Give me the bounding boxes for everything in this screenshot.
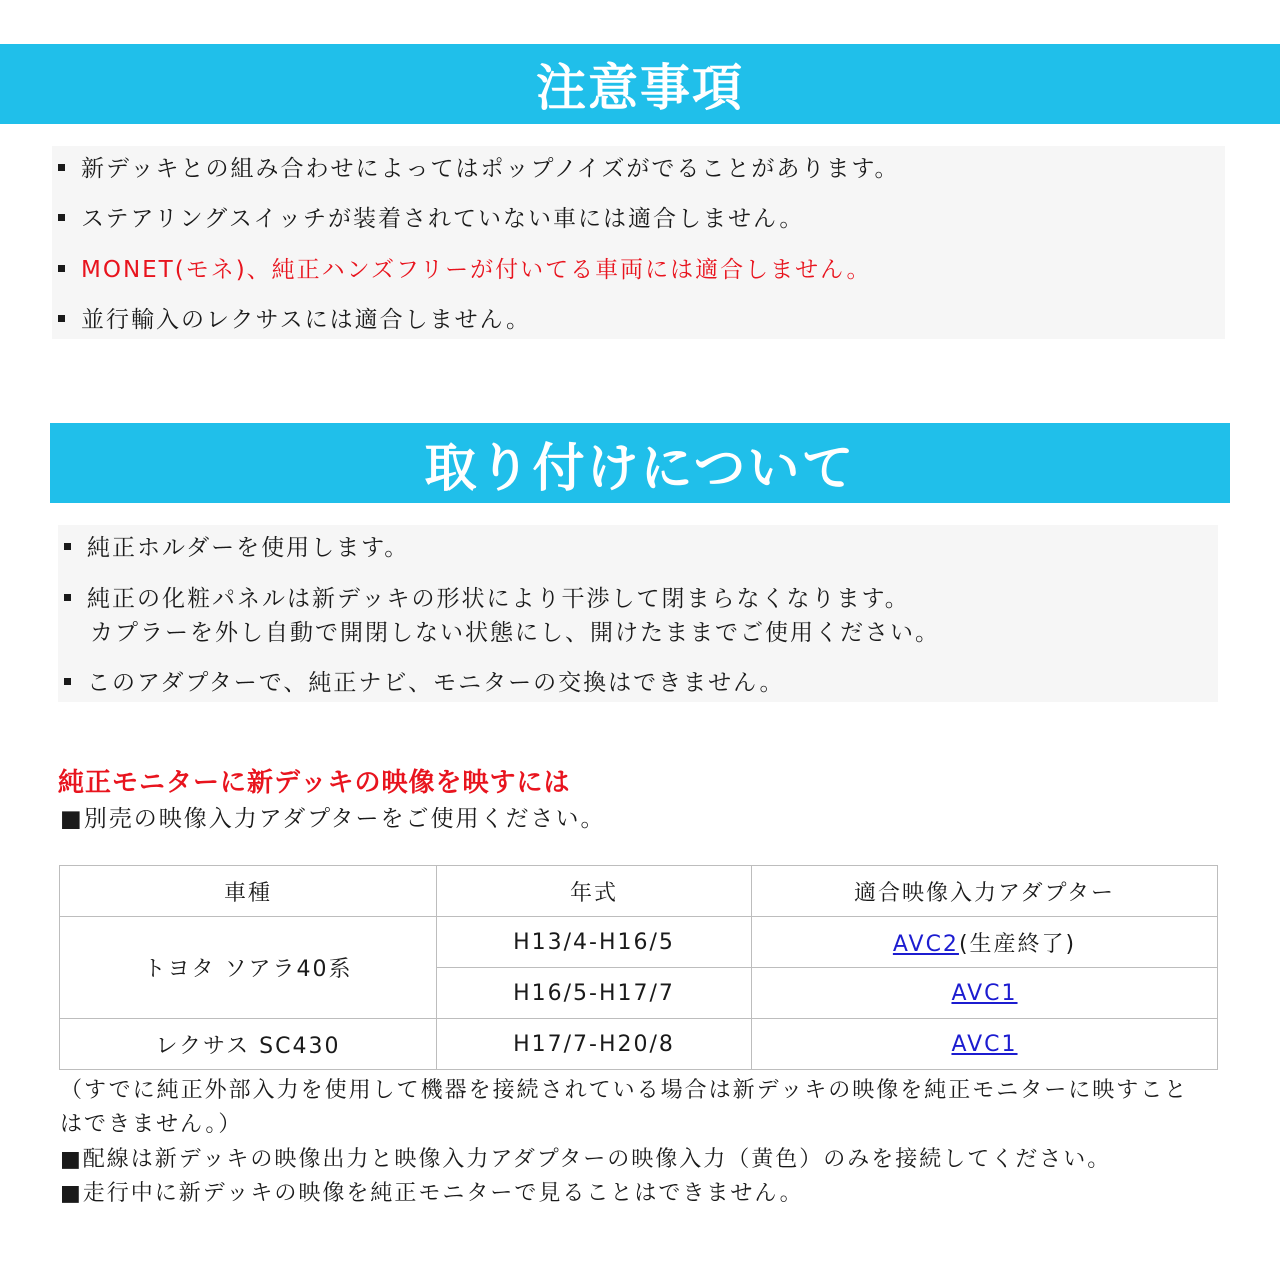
list-item: 並行輸入のレクサスには適合しません。: [58, 303, 531, 337]
list-item: 新デッキとの組み合わせによってはポップノイズがでることがあります。: [58, 152, 900, 186]
section-title-notes: 注意事項: [0, 44, 1280, 124]
note-line: ■走行中に新デッキの映像を純正モニターで見ることはできません。: [60, 1181, 804, 1206]
table-row: [60, 917, 1218, 968]
table-cell-model: レクサス SC430: [60, 1019, 437, 1070]
list-item: このアダプターで、純正ナビ、モニターの交換はできません。: [64, 666, 784, 700]
list-item-warning: MONET(モネ)、純正ハンズフリーが付いてる車両には適合しません。: [58, 253, 871, 287]
bullet-square-icon: [58, 214, 65, 221]
table-header: 年式: [437, 866, 752, 917]
monitor-heading: 純正モニターに新デッキの映像を映すには: [58, 768, 571, 798]
list-item: 純正ホルダーを使用します。: [64, 531, 409, 565]
table-row: [60, 1019, 1218, 1070]
list-item: 純正の化粧パネルは新デッキの形状により干渉して閉まらなくなります。: [64, 582, 910, 616]
bullet-square-icon: [58, 265, 65, 272]
section-title-installation: 取り付けについて: [50, 423, 1230, 503]
adapter-link[interactable]: AVC1: [951, 980, 1018, 1006]
bullet-square-icon: [58, 164, 65, 171]
bullet-square-icon: [64, 678, 71, 685]
compatibility-table: [59, 865, 1218, 1070]
list-item-continuation: カプラーを外し自動で開閉しない状態にし、開けたままでご使用ください。: [90, 620, 940, 646]
table-cell-year: H17/7-H20/8: [437, 1019, 752, 1070]
table-cell-year: H13/4-H16/5: [437, 917, 752, 968]
table-cell-adapter: [752, 917, 1218, 968]
table-header-row: [60, 866, 1218, 917]
note-line: はできません。）: [60, 1112, 243, 1137]
monitor-subtext: ■別売の映像入力アダプターをご使用ください。: [60, 806, 606, 832]
table-cell-year: H16/5-H17/7: [437, 968, 752, 1019]
table-header: 車種: [60, 866, 437, 917]
list-item: ステアリングスイッチが装着されていない車には適合しません。: [58, 202, 804, 236]
bullet-square-icon: [64, 594, 71, 601]
table-header: 適合映像入力アダプター: [752, 866, 1218, 917]
table-cell-model: トヨタ ソアラ40系: [60, 917, 437, 1019]
adapter-link[interactable]: AVC2: [892, 931, 959, 957]
bullet-square-icon: [58, 315, 65, 322]
note-line: ■配線は新デッキの映像出力と映像入力アダプターの映像入力（黄色）のみを接続してください。: [60, 1147, 1112, 1172]
note-line: （すでに純正外部入力を使用して機器を接続されている場合は新デッキの映像を純正モニターに映すこと: [60, 1078, 1189, 1103]
adapter-note: (生産終了): [958, 931, 1077, 957]
bullet-square-icon: [64, 543, 71, 550]
table-cell-adapter: [752, 968, 1218, 1019]
adapter-link[interactable]: AVC1: [951, 1031, 1018, 1057]
table-cell-adapter: [752, 1019, 1218, 1070]
